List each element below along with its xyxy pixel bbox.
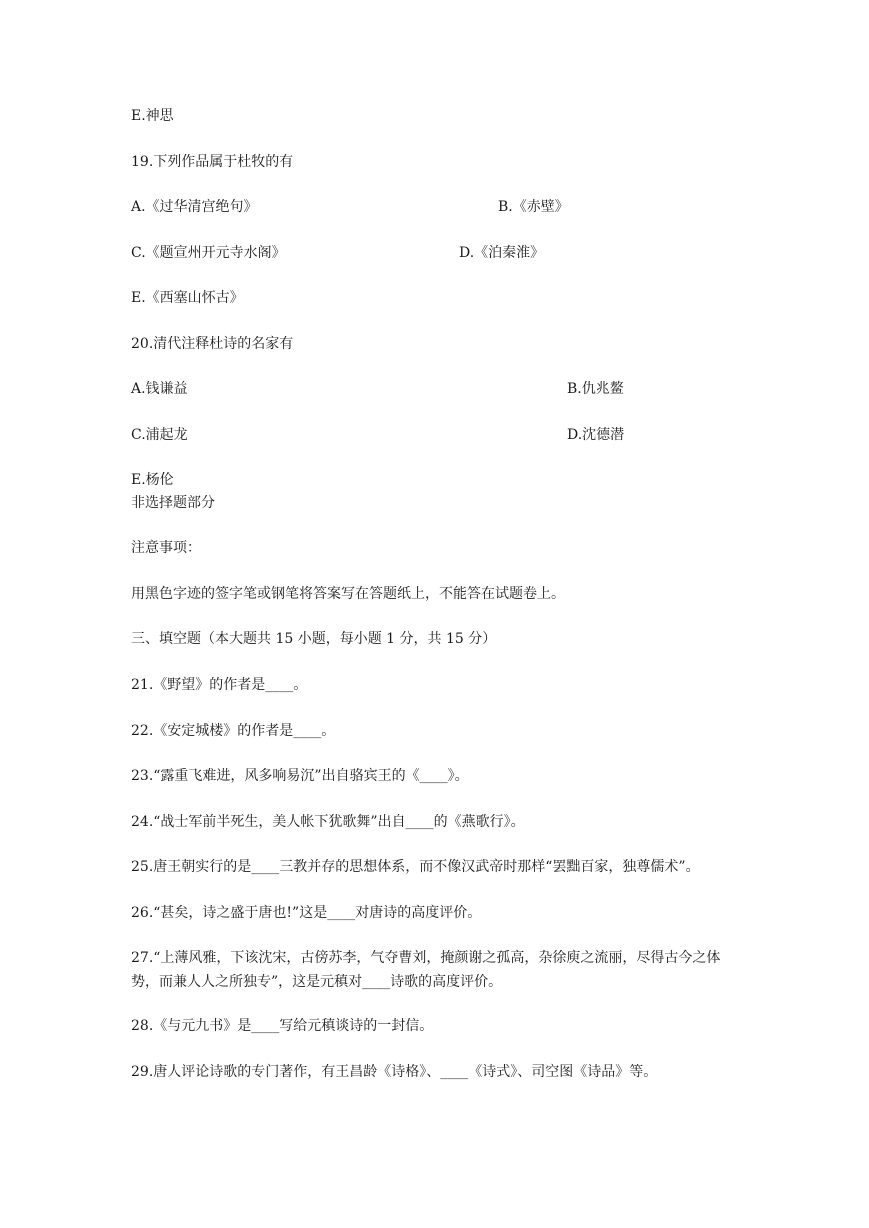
q19-stem: 19.下列作品属于杜牧的有 [131,154,294,170]
section3-heading: 三、填空题（本大题共 15 小题，每小题 1 分，共 15 分） [131,631,497,647]
question-21: 21.《野望》的作者是____。 [131,677,308,693]
notice-label: 注意事项： [131,540,201,556]
q20-option-c: C.浦起龙 [131,427,188,443]
question-27: 27.“上薄风雅，下该沈宋，古傍苏李，气夺曹刘，掩颜谢之孤高，杂徐庾之流丽，尽得古今之体势，而兼人人之所独专”，这是元稹对____诗歌的高度评价。 [131,950,721,990]
q18-option-e: E.神思 [131,108,174,124]
q20-option-d: D.沈德潜 [567,427,625,443]
q20-option-e: E.杨伦 [131,472,174,488]
notice-text: 用黑色字迹的签字笔或钢笔将答案写在答题纸上，不能答在试题卷上。 [131,586,565,602]
q20-option-a: A.钱谦益 [131,381,188,397]
q20-option-b: B.仇兆鳌 [567,381,624,397]
q20-stem: 20.清代注释杜诗的名家有 [131,336,294,352]
question-23: 23.“露重飞难进，风多响易沉”出自骆宾王的《____》。 [131,768,469,784]
question-29: 29.唐人评论诗歌的专门著作，有王昌龄《诗格》、____《诗式》、司空图《诗品》等。 [131,1064,658,1080]
q19-option-b: B.《赤壁》 [498,199,569,215]
q19-option-e: E.《西塞山怀古》 [131,290,244,306]
question-28: 28.《与元九书》是____写给元稹谈诗的一封信。 [131,1018,434,1034]
question-24: 24.“战士军前半死生，美人帐下犹歌舞”出自____的《燕歌行》。 [131,814,525,830]
question-25: 25.唐王朝实行的是____三教并存的思想体系，而不像汉武帝时那样“罢黜百家，独尊儒术”。 [131,859,700,875]
q19-option-c: C.《题宣州开元寺水阁》 [131,245,286,261]
q19-option-d: D.《泊秦淮》 [459,245,545,261]
question-26: 26.“甚矣，诗之盛于唐也!”这是____对唐诗的高度评价。 [131,905,482,921]
section-title: 非选择题部分 [131,495,215,511]
q19-option-a: A.《过华清宫绝句》 [131,199,258,215]
question-22: 22.《安定城楼》的作者是____。 [131,723,336,739]
